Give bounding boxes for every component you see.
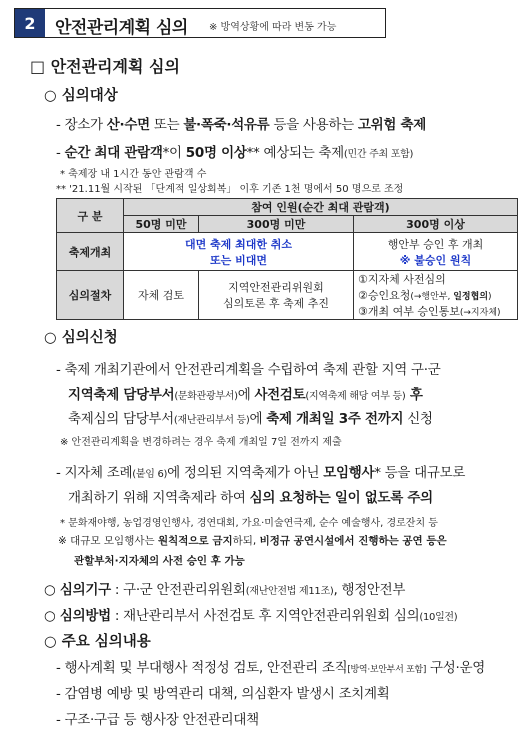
- apply-line5: 개최하기 위해 지역축제라 하여 심의 요청하는 일이 없도록 주의: [68, 490, 433, 506]
- table-row2-label: 심의절차: [57, 271, 124, 320]
- content-line1: - 행사계획 및 부대행사 적정성 검토, 안전관리 조직[방역·보안부서 포함] 구성·운영: [56, 660, 485, 676]
- subsection-title: □ 안전관리계획 심의: [30, 57, 180, 76]
- apply-line2: 지역축제 담당부서(문화관광부서)에 사전검토(지역축제 해당 여부 등) 후: [68, 387, 423, 403]
- apply-heading: ○ 심의신청: [44, 330, 118, 346]
- table-col3: 300명 이상: [354, 216, 518, 233]
- target-line1: - 장소가 산·수면 또는 불·폭죽·석유류 등을 사용하는 고위험 축제: [56, 117, 426, 133]
- target-note1: * 축제장 내 1시간 동안 관람객 수: [60, 169, 207, 180]
- table-col1: 50명 미만: [124, 216, 199, 233]
- table-col2: 300명 미만: [199, 216, 354, 233]
- section-header: [14, 8, 386, 38]
- content-line2: - 감염병 예방 및 방역관리 대책, 의심환자 발생시 조치계획: [56, 686, 390, 702]
- apply-note4: 관할부처·지자체의 사전 승인 후 가능: [74, 555, 245, 567]
- table-row1-col3: 행안부 승인 후 개최 ※ 불승인 원칙: [354, 233, 518, 271]
- table-row2-col1: 자체 검토: [124, 271, 199, 320]
- body-line: ○ 심의기구 : 구·군 안전관리위원회(재난안전법 제11조), 행정안전부: [44, 582, 406, 598]
- section-note: ※ 방역상황에 따라 변동 가능: [209, 22, 337, 33]
- target-line2: - 순간 최대 관람객*이 50명 이상** 예상되는 축제(민간 주최 포함): [56, 145, 414, 161]
- method-line: ○ 심의방법 : 재난관리부서 사전검토 후 지역안전관리위원회 심의(10일전): [44, 608, 458, 624]
- table-row2-col2: 지역안전관리위원회 심의토론 후 축제 추진: [199, 271, 354, 320]
- apply-note2: * 문화재야행, 농업경영인행사, 경연대회, 가요·미술연극제, 순수 예술행사, 경로잔치 등: [60, 518, 438, 529]
- apply-line1: - 축제 개최기관에서 안전관리계획을 수립하여 축제 관할 지역 구·군: [56, 362, 441, 378]
- table-row1-label: 축제개최: [57, 233, 124, 271]
- apply-note: ※ 안전관리계획을 변경하려는 경우 축제 개최일 7일 전까지 제출: [60, 437, 342, 448]
- section-title: 안전관리계획 심의: [55, 18, 188, 38]
- table-row2-col3: ①지자체 사전심의 ②승인요청(→행안부, 일정협의) ③개최 여부 승인통보(→지자체): [354, 271, 518, 320]
- apply-line4: - 지자체 조례(붙임 6)에 정의된 지역축제가 아닌 모임행사* 등을 대규모로: [56, 465, 466, 481]
- content-line3: - 구조·구급 등 행사장 안전관리대책: [56, 712, 259, 728]
- review-table: [56, 198, 518, 320]
- apply-note3: ※ 대규모 모임행사는 원칙적으로 금지하되, 비정규 공연시설에서 진행하는 공연 등은: [58, 535, 447, 547]
- content-heading: ○ 주요 심의내용: [44, 634, 151, 650]
- target-heading: ○ 심의대상: [44, 88, 118, 104]
- table-row1-merged: 대면 축제 최대한 취소 또는 비대면: [124, 233, 354, 271]
- table-group-header: 참여 인원(순간 최대 관람객): [124, 199, 518, 216]
- target-note2: ** '21.11월 시작된 「단계적 일상회복」 이후 기존 1천 명에서 50 명으로 조정: [56, 184, 404, 195]
- apply-line3: 축제심의 담당부서(재난관리부서 등)에 축제 개최일 3주 전까지 신청: [68, 411, 433, 427]
- section-number: 2: [15, 9, 45, 37]
- table-col-label: 구 분: [57, 199, 124, 233]
